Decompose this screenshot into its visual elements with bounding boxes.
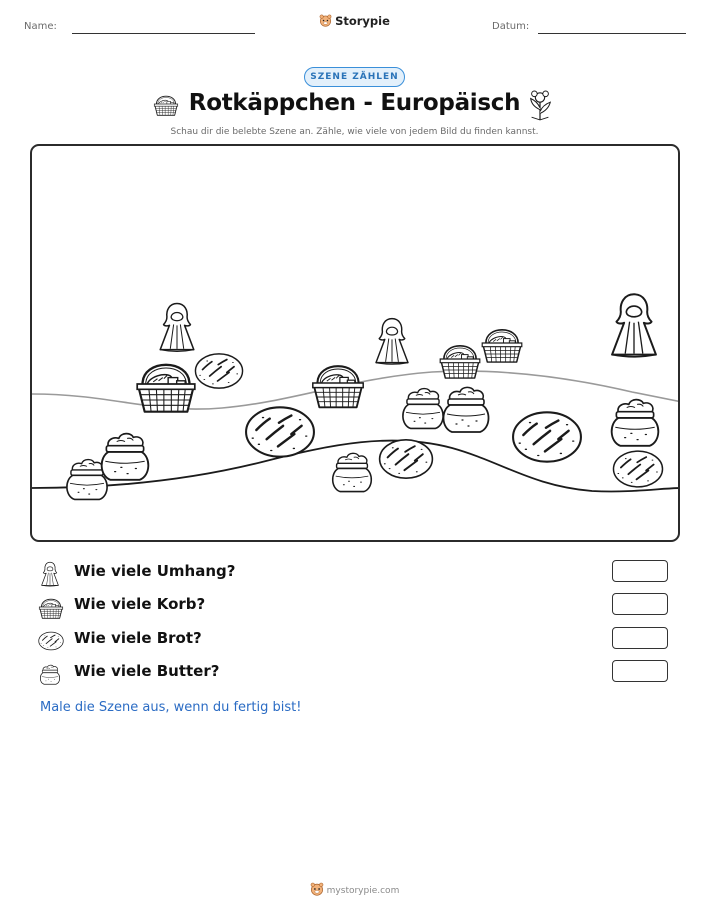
question-text: Wie viele Umhang? <box>74 562 236 580</box>
basket-icon <box>440 346 480 378</box>
date-label: Datum: <box>492 21 530 32</box>
butter-pot-icon <box>403 389 443 429</box>
date-field[interactable] <box>538 33 686 34</box>
flower-icon <box>526 89 554 121</box>
footer <box>0 882 709 896</box>
answer-box-bread[interactable] <box>612 627 668 649</box>
basket-icon <box>137 365 195 412</box>
answer-box-cloak[interactable] <box>612 560 668 582</box>
page-subtitle: Schau dir die belebte Szene an. Zähle, wie viele von jedem Bild du finden kannst. <box>170 127 539 137</box>
basket-icon <box>313 366 363 407</box>
storypie-logo-icon <box>319 14 332 27</box>
question-text: Wie viele Butter? <box>74 662 220 680</box>
answer-box-butter[interactable] <box>612 660 668 682</box>
butter-pot-icon <box>612 400 659 446</box>
question-row-bread <box>38 627 678 653</box>
butter-pot-icon <box>38 661 62 687</box>
page-title: Rotkäppchen - Europäisch <box>188 90 521 116</box>
bread-icon <box>380 440 433 478</box>
storypie-logo-icon <box>310 882 324 896</box>
question-row-basket <box>38 593 678 619</box>
bread-icon <box>246 407 314 456</box>
brand <box>0 14 709 28</box>
butter-pot-icon <box>333 453 372 491</box>
category-badge: SZENE ZÄHLEN <box>304 67 405 87</box>
bread-icon <box>513 412 581 461</box>
brand-name: Storypie <box>335 14 390 28</box>
cloak-icon <box>376 319 408 365</box>
bread-icon <box>38 630 64 652</box>
name-label: Name: <box>24 21 57 32</box>
butter-pot-icon <box>443 387 488 432</box>
bread-icon <box>195 354 242 388</box>
basket-icon <box>482 330 522 362</box>
cloak-icon <box>38 561 62 587</box>
bread-icon <box>613 451 662 487</box>
answer-box-basket[interactable] <box>612 593 668 615</box>
coloring-instruction: Male die Szene aus, wenn du fertig bist! <box>40 700 302 715</box>
footer-url[interactable]: mystorypie.com <box>326 886 400 896</box>
name-field[interactable] <box>72 33 255 34</box>
basket-icon <box>38 594 64 620</box>
counting-scene <box>30 144 680 542</box>
question-row-butter <box>38 660 678 686</box>
question-text: Wie viele Brot? <box>74 629 202 647</box>
cloak-icon <box>612 294 656 357</box>
question-row-cloak <box>38 560 678 586</box>
butter-pot-icon <box>102 434 149 480</box>
cloak-icon <box>160 303 194 351</box>
question-text: Wie viele Korb? <box>74 595 206 613</box>
